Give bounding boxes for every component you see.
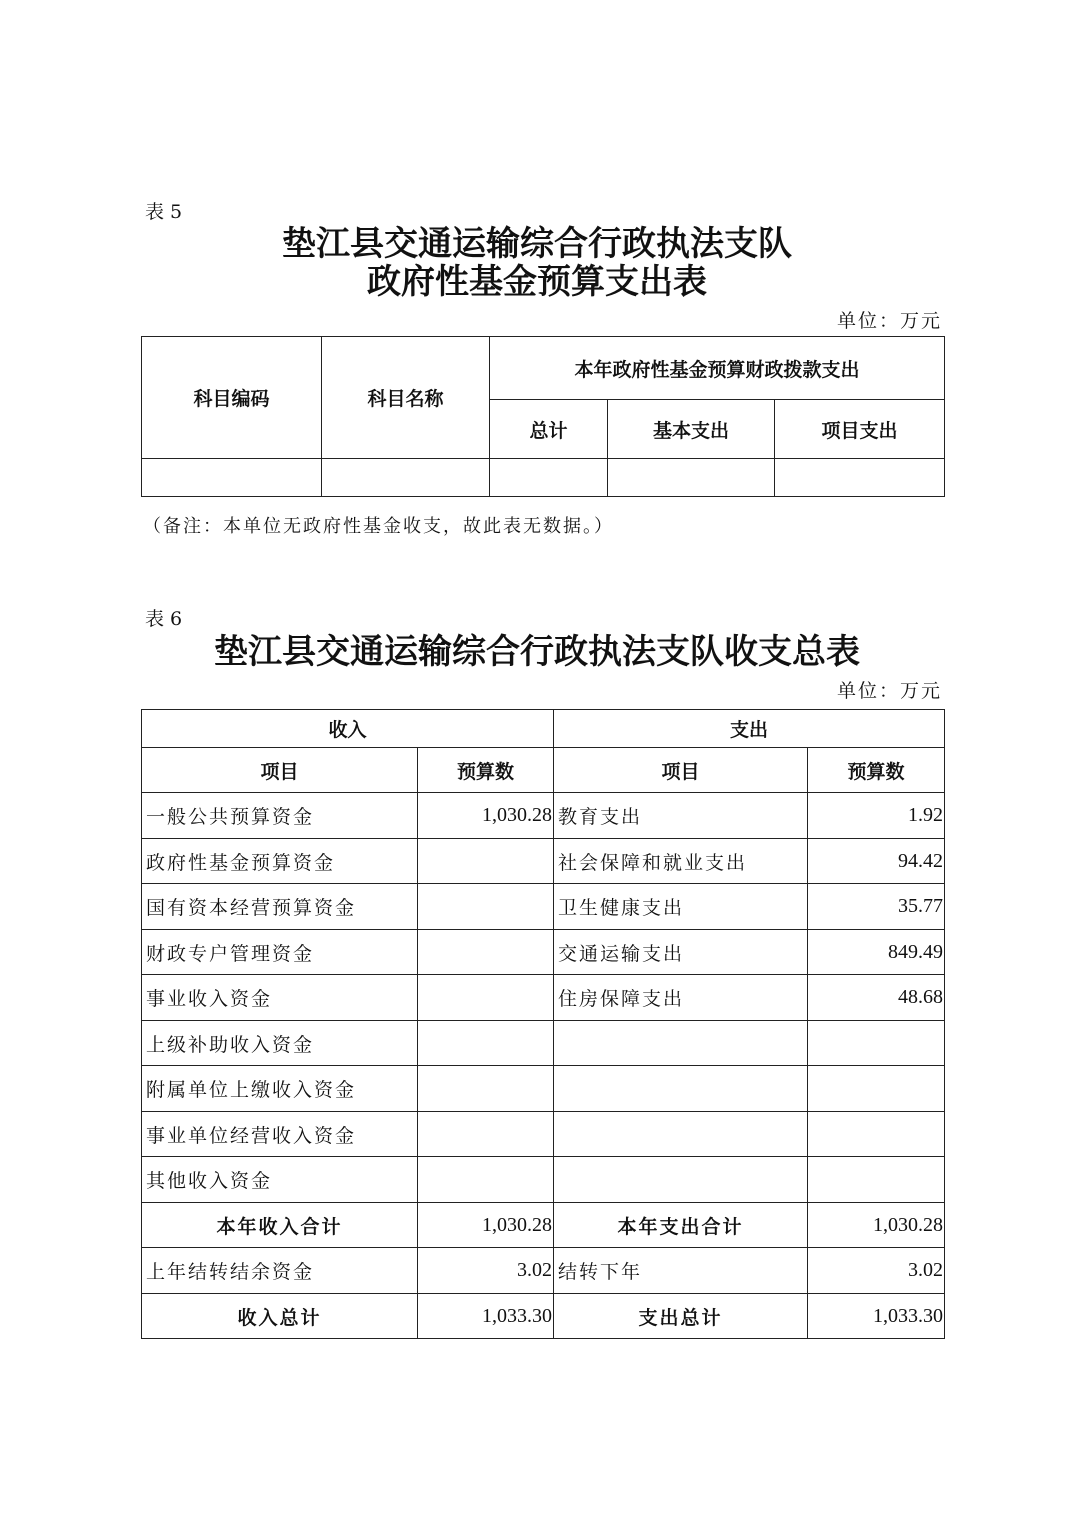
header-expense-item: 项目 [554, 748, 808, 793]
expense-total-value: 1,033.30 [808, 1294, 945, 1339]
table5-note: （备注：本单位无政府性基金收支，故此表无数据。） [143, 516, 614, 537]
expense-carry-value: 3.02 [808, 1248, 945, 1294]
table5 [141, 336, 945, 497]
table-cell [142, 459, 322, 497]
expense-item: 教育支出 [554, 793, 808, 839]
expense-item [554, 1066, 808, 1112]
header-subject-name: 科目名称 [322, 337, 490, 459]
header-total: 总计 [490, 400, 608, 459]
expense-value [808, 1021, 945, 1066]
expense-item: 住房保障支出 [554, 975, 808, 1021]
expense-value: 48.68 [808, 975, 945, 1021]
table-row [142, 793, 945, 839]
income-subtotal-label: 本年收入合计 [142, 1203, 418, 1248]
income-item: 政府性基金预算资金 [142, 839, 418, 884]
expense-item [554, 1021, 808, 1066]
table-cell [322, 459, 490, 497]
table-cell [608, 459, 775, 497]
income-item: 一般公共预算资金 [142, 793, 418, 839]
income-value [418, 884, 554, 930]
income-item: 上级补助收入资金 [142, 1021, 418, 1066]
income-value [418, 839, 554, 884]
header-income: 收入 [142, 710, 554, 748]
expense-subtotal-label: 本年支出合计 [554, 1203, 808, 1248]
table6 [141, 709, 945, 1339]
expense-item [554, 1157, 808, 1203]
income-total-label: 收入总计 [142, 1294, 418, 1339]
expense-item [554, 1112, 808, 1157]
expense-value: 35.77 [808, 884, 945, 930]
total-row [142, 1294, 945, 1339]
income-item: 事业单位经营收入资金 [142, 1112, 418, 1157]
expense-subtotal-value: 1,030.28 [808, 1203, 945, 1248]
subtotal-row [142, 1203, 945, 1248]
expense-value [808, 1112, 945, 1157]
table5-title-line1: 垫江县交通运输综合行政执法支队 [282, 224, 792, 264]
income-value [418, 1112, 554, 1157]
table-row [142, 1157, 945, 1203]
income-value [418, 1157, 554, 1203]
expense-value: 94.42 [808, 839, 945, 884]
expense-item: 交通运输支出 [554, 930, 808, 975]
header-income-budget: 预算数 [418, 748, 554, 793]
expense-value: 1.92 [808, 793, 945, 839]
income-value [418, 1021, 554, 1066]
income-carry-label: 上年结转结余资金 [142, 1248, 418, 1294]
table5-title-line2: 政府性基金预算支出表 [367, 262, 707, 302]
expense-value: 849.49 [808, 930, 945, 975]
table-row-empty [142, 459, 945, 497]
table6-label: 表 6 [145, 608, 183, 630]
table-row [142, 930, 945, 975]
expense-item: 卫生健康支出 [554, 884, 808, 930]
income-item: 事业收入资金 [142, 975, 418, 1021]
table-row [142, 839, 945, 884]
table-row [142, 1066, 945, 1112]
carry-row [142, 1248, 945, 1294]
income-item: 其他收入资金 [142, 1157, 418, 1203]
header-basic-expenditure: 基本支出 [608, 400, 775, 459]
header-subject-code: 科目编码 [142, 337, 322, 459]
table-row [142, 1112, 945, 1157]
income-value [418, 975, 554, 1021]
header-expense-budget: 预算数 [808, 748, 945, 793]
table6-title: 垫江县交通运输综合行政执法支队收支总表 [214, 632, 860, 672]
table-cell [775, 459, 945, 497]
header-project-expenditure: 项目支出 [775, 400, 945, 459]
table5-label: 表 5 [145, 201, 183, 223]
income-value [418, 1066, 554, 1112]
income-item: 附属单位上缴收入资金 [142, 1066, 418, 1112]
header-income-item: 项目 [142, 748, 418, 793]
expense-total-label: 支出总计 [554, 1294, 808, 1339]
table-cell [490, 459, 608, 497]
table-row [142, 1021, 945, 1066]
income-item: 国有资本经营预算资金 [142, 884, 418, 930]
expense-carry-label: 结转下年 [554, 1248, 808, 1294]
income-total-value: 1,033.30 [418, 1294, 554, 1339]
income-carry-value: 3.02 [418, 1248, 554, 1294]
table5-unit: 单位：万元 [836, 310, 942, 332]
expense-item: 社会保障和就业支出 [554, 839, 808, 884]
income-subtotal-value: 1,030.28 [418, 1203, 554, 1248]
table-row [142, 884, 945, 930]
table-row [142, 975, 945, 1021]
expense-value [808, 1066, 945, 1112]
header-expense: 支出 [554, 710, 945, 748]
income-value [418, 930, 554, 975]
table6-unit: 单位：万元 [836, 680, 942, 702]
income-item: 财政专户管理资金 [142, 930, 418, 975]
income-value: 1,030.28 [418, 793, 554, 839]
expense-value [808, 1157, 945, 1203]
header-fund-expenditure: 本年政府性基金预算财政拨款支出 [490, 337, 945, 400]
